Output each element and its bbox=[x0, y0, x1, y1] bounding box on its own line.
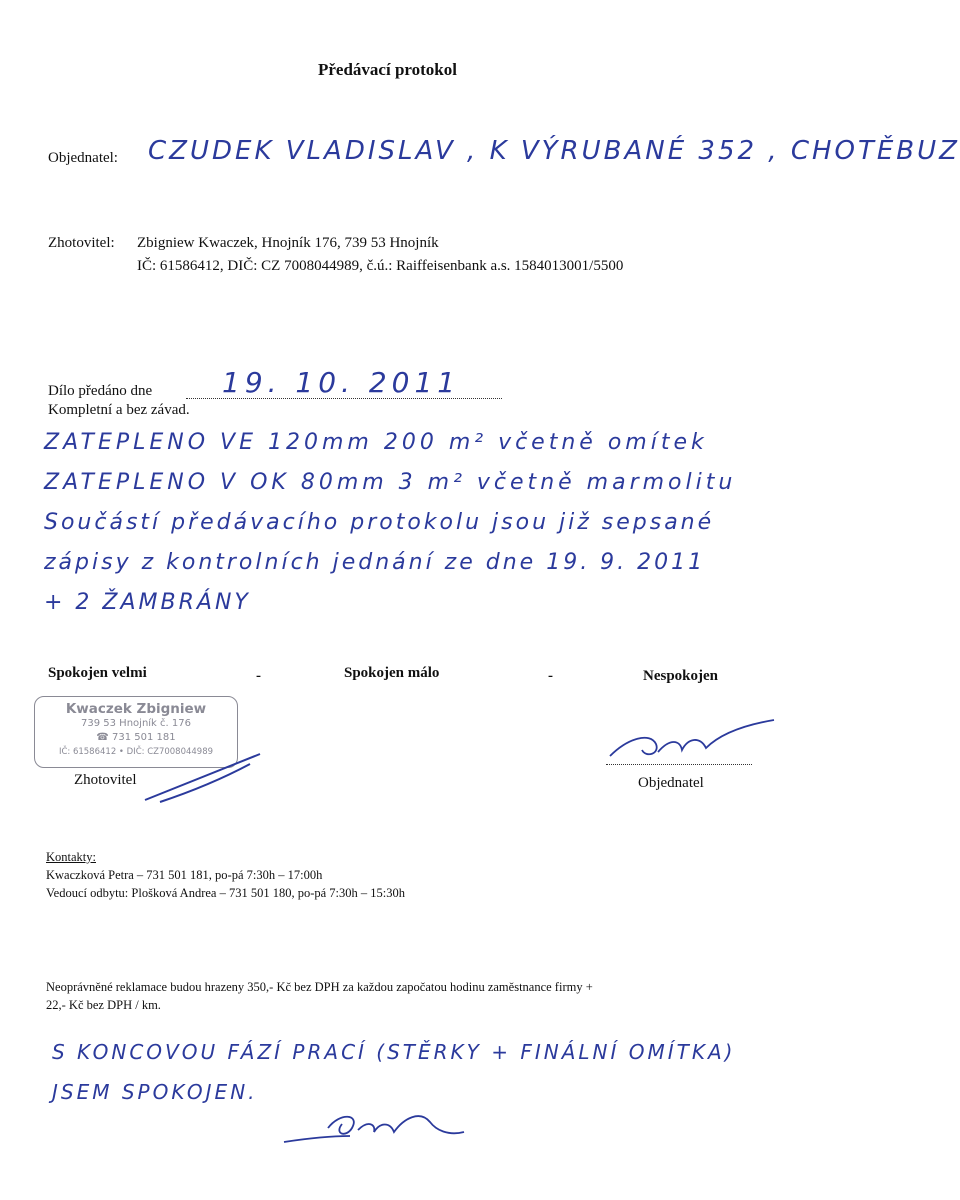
zhotovitel-label: Zhotovitel: bbox=[48, 235, 115, 251]
final-note-line-1: S KONCOVOU FÁZÍ PRACÍ (STĚRKY + FINÁLNÍ OMÍTKA) bbox=[52, 1040, 736, 1064]
satisfaction-very: Spokojen velmi bbox=[48, 665, 147, 681]
disclaimer-line-2: 22,- Kč bez DPH / km. bbox=[46, 998, 161, 1012]
satisfaction-little: Spokojen málo bbox=[344, 665, 440, 681]
satisfaction-not: Nespokojen bbox=[643, 668, 719, 684]
predani-status: Kompletní a bez závad. bbox=[48, 402, 190, 418]
note-line-2: ZATEPLENO V OK 80mm 3 m² včetně marmolitu bbox=[44, 470, 737, 495]
customer-dotted-line bbox=[606, 764, 752, 765]
satisfaction-sep-2: - bbox=[548, 668, 553, 684]
objednatel-value: CZUDEK VLADISLAV , K VÝRUBANÉ 352 , CHOTĚBUZ bbox=[148, 136, 960, 166]
disclaimer-line-1: Neoprávněné reklamace budou hrazeny 350,- Kč bez DPH za každou započatou hodinu zaměstnance firmy + bbox=[46, 980, 593, 994]
contacts-line-1: Kwaczková Petra – 731 501 181, po-pá 7:30h – 17:00h bbox=[46, 868, 323, 882]
final-note-line-2: JSEM SPOKOJEN. bbox=[52, 1080, 258, 1104]
zhotovitel-line1: Zbigniew Kwaczek, Hnojník 176, 739 53 Hnojník bbox=[137, 235, 439, 251]
contacts-heading: Kontakty: bbox=[46, 850, 96, 864]
stamp-address: 739 53 Hnojník č. 176 bbox=[81, 718, 191, 729]
note-line-5: + 2 ŽAMBRÁNY bbox=[44, 590, 251, 615]
note-line-3: Součástí předávacího protokolu jsou již sepsané bbox=[44, 510, 715, 535]
stamp-ids: IČ: 61586412 • DIČ: CZ7008044989 bbox=[58, 747, 214, 757]
customer-signature bbox=[598, 708, 778, 768]
zhotovitel-line2: IČ: 61586412, DIČ: CZ 7008044989, č.ú.: Raiffeisenbank a.s. 1584013001/5500 bbox=[137, 258, 624, 274]
satisfaction-sep-1: - bbox=[256, 668, 261, 684]
final-signature bbox=[280, 1102, 470, 1152]
objednatel-label: Objednatel: bbox=[48, 150, 118, 166]
handover-date: 19. 10. 2011 bbox=[222, 366, 461, 399]
predani-label: Dílo předáno dne bbox=[48, 383, 153, 399]
stamp-phone: ☎ 731 501 181 bbox=[96, 732, 176, 743]
note-line-1: ZATEPLENO VE 120mm 200 m² včetně omítek bbox=[44, 430, 708, 455]
signature-label-objednatel: Objednatel bbox=[638, 775, 704, 791]
document-title: Předávací protokol bbox=[318, 60, 457, 79]
contractor-signature bbox=[140, 740, 270, 810]
signature-label-zhotovitel: Zhotovitel bbox=[74, 772, 137, 788]
note-line-4: zápisy z kontrolních jednání ze dne 19. 9. 2011 bbox=[44, 550, 706, 575]
contacts-line-2: Vedoucí odbytu: Plošková Andrea – 731 501 180, po-pá 7:30h – 15:30h bbox=[46, 886, 405, 900]
stamp-name: Kwaczek Zbigniew bbox=[65, 701, 207, 717]
